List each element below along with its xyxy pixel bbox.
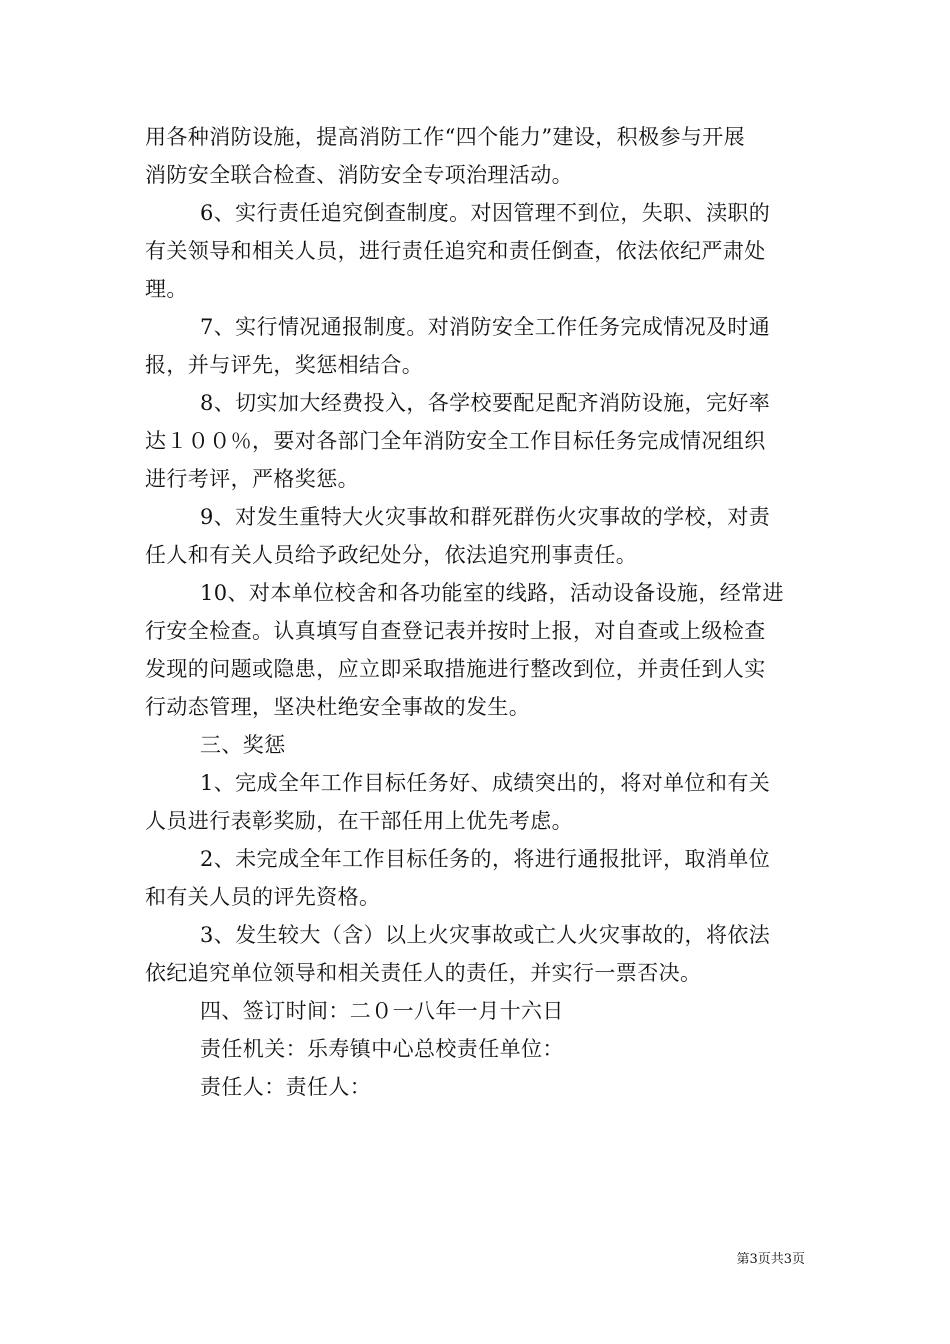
responsible-person: 责任人：责任人： — [200, 1075, 372, 1099]
text-line: 任人和有关人员给予政纪处分，依法追究刑事责任。 — [145, 543, 638, 567]
text-line: 和有关人员的评先资格。 — [145, 885, 381, 909]
section-heading: 三、奖惩 — [200, 733, 286, 757]
text-line: 1、完成全年工作目标任务好、成绩突出的，将对单位和有关 — [200, 771, 771, 795]
text-line: 6、实行责任追究倒查制度。对因管理不到位，失职、渎职的 — [200, 201, 771, 225]
signing-date: 四、签订时间：二０一八年一月十六日 — [200, 999, 564, 1023]
text-line: 进行考评，严格奖惩。 — [145, 467, 359, 491]
responsible-organization: 责任机关：乐寿镇中心总校责任单位： — [200, 1037, 564, 1061]
text-line: 8、切实加大经费投入，各学校要配足配齐消防设施，完好率 — [200, 391, 771, 415]
text-line: 依纪追究单位领导和相关责任人的责任，并实行一票否决。 — [145, 961, 702, 985]
text-line: 理。 — [145, 277, 188, 301]
text-line: 9、对发生重特大火灾事故和群死群伤火灾事故的学校，对责 — [200, 505, 771, 529]
text-line: 用各种消防设施，提高消防工作“四个能力”建设，积极参与开展 — [145, 125, 746, 149]
document-body — [145, 118, 810, 1106]
text-line: 3、发生较大（含）以上火灾事故或亡人火灾事故的，将依法 — [200, 923, 771, 947]
text-line: 10、对本单位校舍和各功能室的线路，活动设备设施，经常进 — [200, 581, 784, 605]
text-line: 行动态管理，坚决杜绝安全事故的发生。 — [145, 695, 531, 719]
text-line: 消防安全联合检查、消防安全专项治理活动。 — [145, 163, 573, 187]
page-number: 第3页共3页 — [736, 1252, 805, 1267]
text-line: 人员进行表彰奖励，在干部任用上优先考虑。 — [145, 809, 573, 833]
text-line: 报，并与评先，奖惩相结合。 — [145, 353, 424, 377]
text-line: 行安全检查。认真填写自查登记表并按时上报，对自查或上级检查 — [145, 619, 766, 643]
text-line: 达１００％，要对各部门全年消防安全工作目标任务完成情况组织 — [145, 429, 766, 453]
text-line: 2、未完成全年工作目标任务的，将进行通报批评，取消单位 — [200, 847, 771, 871]
text-line: 有关领导和相关人员，进行责任追究和责任倒查，依法依纪严肃处 — [145, 239, 766, 263]
text-line: 发现的问题或隐患，应立即采取措施进行整改到位，并责任到人实 — [145, 657, 766, 681]
text-line: 7、实行情况通报制度。对消防安全工作任务完成情况及时通 — [200, 315, 771, 339]
